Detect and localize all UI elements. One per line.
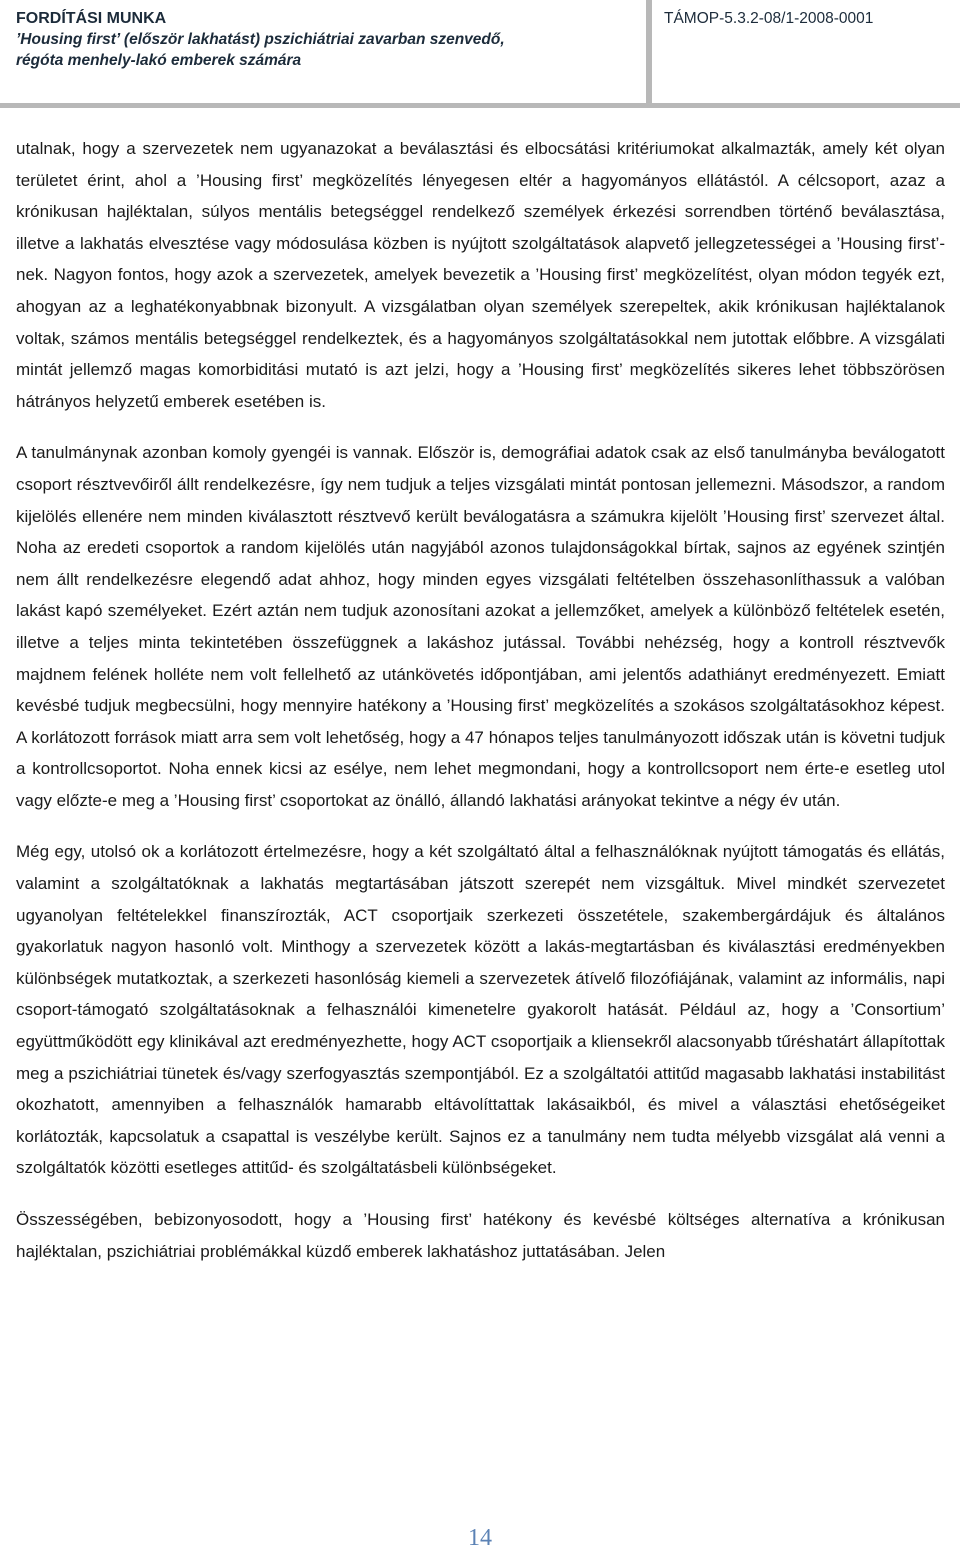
header-project-code: TÁMOP-5.3.2-08/1-2008-0001	[664, 10, 874, 27]
header-title: FORDÍTÁSI MUNKA	[16, 10, 167, 27]
document-body	[16, 133, 945, 1287]
body-paragraph-4: Összességében, bebizonyosodott, hogy a ’Housing first’ hatékony és kevésbé költséges alternatíva a krónikusan hajléktalan, pszichiátriai problémákkal küzdő emberek lakhatáshoz juttatásában. Jelen	[16, 1210, 945, 1261]
header-horizontal-divider	[0, 103, 960, 108]
page-header	[0, 0, 960, 108]
header-subtitle-line-1: ’Housing first’ (először lakhatást) pszichiátriai zavarban szenvedő,	[16, 31, 505, 48]
header-subtitle-line-2: régóta menhely-lakó emberek számára	[16, 52, 302, 69]
header-title-block	[16, 8, 646, 71]
page-number: 14	[468, 1525, 492, 1551]
body-paragraph-3: Még egy, utolsó ok a korlátozott értelmezésre, hogy a két szolgáltató által a felhasználóknak nyújtott támogatás és ellátás, valamint a szolgáltatóknak a lakhatás megtartásában játszott szerepét nem vizsgáltuk. Mivel mindkét szervezetet ugyanolyan feltételekkel finanszírozták, ACT csoportjaik szerkezeti összetétele, szakembergárdájuk és általános gyakorlatuk nagyon hasonló volt. Minthogy a szervezetek között a lakás-megtartásban és kiválasztási eredményekben különbségek mutatkoztak, a szerkezeti hasonlóság kiemeli a szervezetek átívelő filozófiájának, valamint az informális, napi csoport-támogató szolgáltatásoknak a felhasználói kimenetelre gyakorolt hatását. Például az, hogy a ’Consortium’ együttműködött egy klinikával azt eredményezhette, hogy ACT csoportjaik a kliensekről alacsonyabb tűréshatárt állapítottak meg a pszichiátriai tünetek és/vagy szerfogyasztás szempontjából. Ez a szolgáltatói attitűd magasabb lakhatási instabilitást okozhatott, amennyiben a felhasználók hamarabb eltávolíttattak lakásaikból, és mivel a választási ehetőségeiket korlátozták, kapcsolatuk a csapattal is veszélybe került. Sajnos ez a tanulmány nem tudta mélyebb vizsgálat alá venni a szolgáltatók közötti esetleges attitűd- és szolgáltatásbeli különbségeket.	[16, 842, 945, 1178]
body-paragraph-1: utalnak, hogy a szervezetek nem ugyanazokat a beválasztási és elbocsátási kritériumokat alkalmazták, amely két olyan területet érint, ahol a ’Housing first’ megközelítés lényegesen eltér a hagyományos ellátástól. A célcsoport, azaz a krónikusan hajléktalan, súlyos mentális betegséggel rendelkező személyek érkezési sorrendben történő beválasztása, illetve a lakhatás elvesztése vagy módosulása közben is nyújtott szolgáltatások alapvető jellegzetességei a ’Housing first’-nek. Nagyon fontos, hogy azok a szervezetek, amelyek bevezetik a ’Housing first’ megközelítést, olyan módon tegyék ezt, ahogyan az a leghatékonyabbnak bizonyult. A vizsgálatban olyan személyek szerepeltek, akik krónikusan hajléktalanok voltak, számos mentális betegséggel rendelkeztek, és a hagyományos szolgáltatásokkal nem jutottak előbbre. A vizsgálati mintát jellemző magas komorbiditási mutató is azt jelzi, hogy a ’Housing first’ megközelítés sikeres lehet többszörösen hátrányos helyzetű emberek esetében is.	[16, 139, 945, 411]
header-vertical-divider	[646, 0, 652, 104]
body-paragraph-2: A tanulmánynak azonban komoly gyengéi is vannak. Először is, demográfiai adatok csak az első tanulmányba beválogatott csoport résztvevőiről állt rendelkezésre, így nem tudjuk a teljes vizsgálati mintát pontosan jellemezni. Másodszor, a random kijelölés ellenére nem minden kiválasztott résztvevő került beválogatásra a számukra kijelölt ’Housing first’ szervezet által. Noha az eredeti csoportok a random kijelölés után nagyjából azonos tulajdonságokkal bírtak, sajnos az egyének szintjén nem állt rendelkezésre elegendő adat ahhoz, hogy minden egyes vizsgálati feltételben összehasonlíthassuk a valóban lakást kapó személyeket. Ezért aztán nem tudjuk azonosítani azokat a jellemzőket, amelyek a különböző feltételek esetén, illetve a teljes minta tekintetében összefüggnek a lakáshoz jutással. További nehézség, hogy a kontroll résztvevők majdnem felének holléte nem volt fellelhető az utánkövetés időpontjában, ami jelentős adathiányt eredményezett. Emiatt kevésbé tudjuk megbecsülni, hogy mennyire hatékony a ’Housing first’ megközelítés a szokásos szolgáltatásokhoz képest. A korlátozott források miatt arra sem volt lehetőség, hogy a 47 hónapos teljes tanulmányozott időszak után is követni tudjuk a kontrollcsoportot. Noha ennek kicsi az esélye, nem lehet megmondani, hogy a kontrollcsoport nem érte-e esetleg utol vagy előzte-e meg a ’Housing first’ csoportokat az önálló, állandó lakhatási arányokat tekintve a négy év után.	[16, 443, 945, 810]
